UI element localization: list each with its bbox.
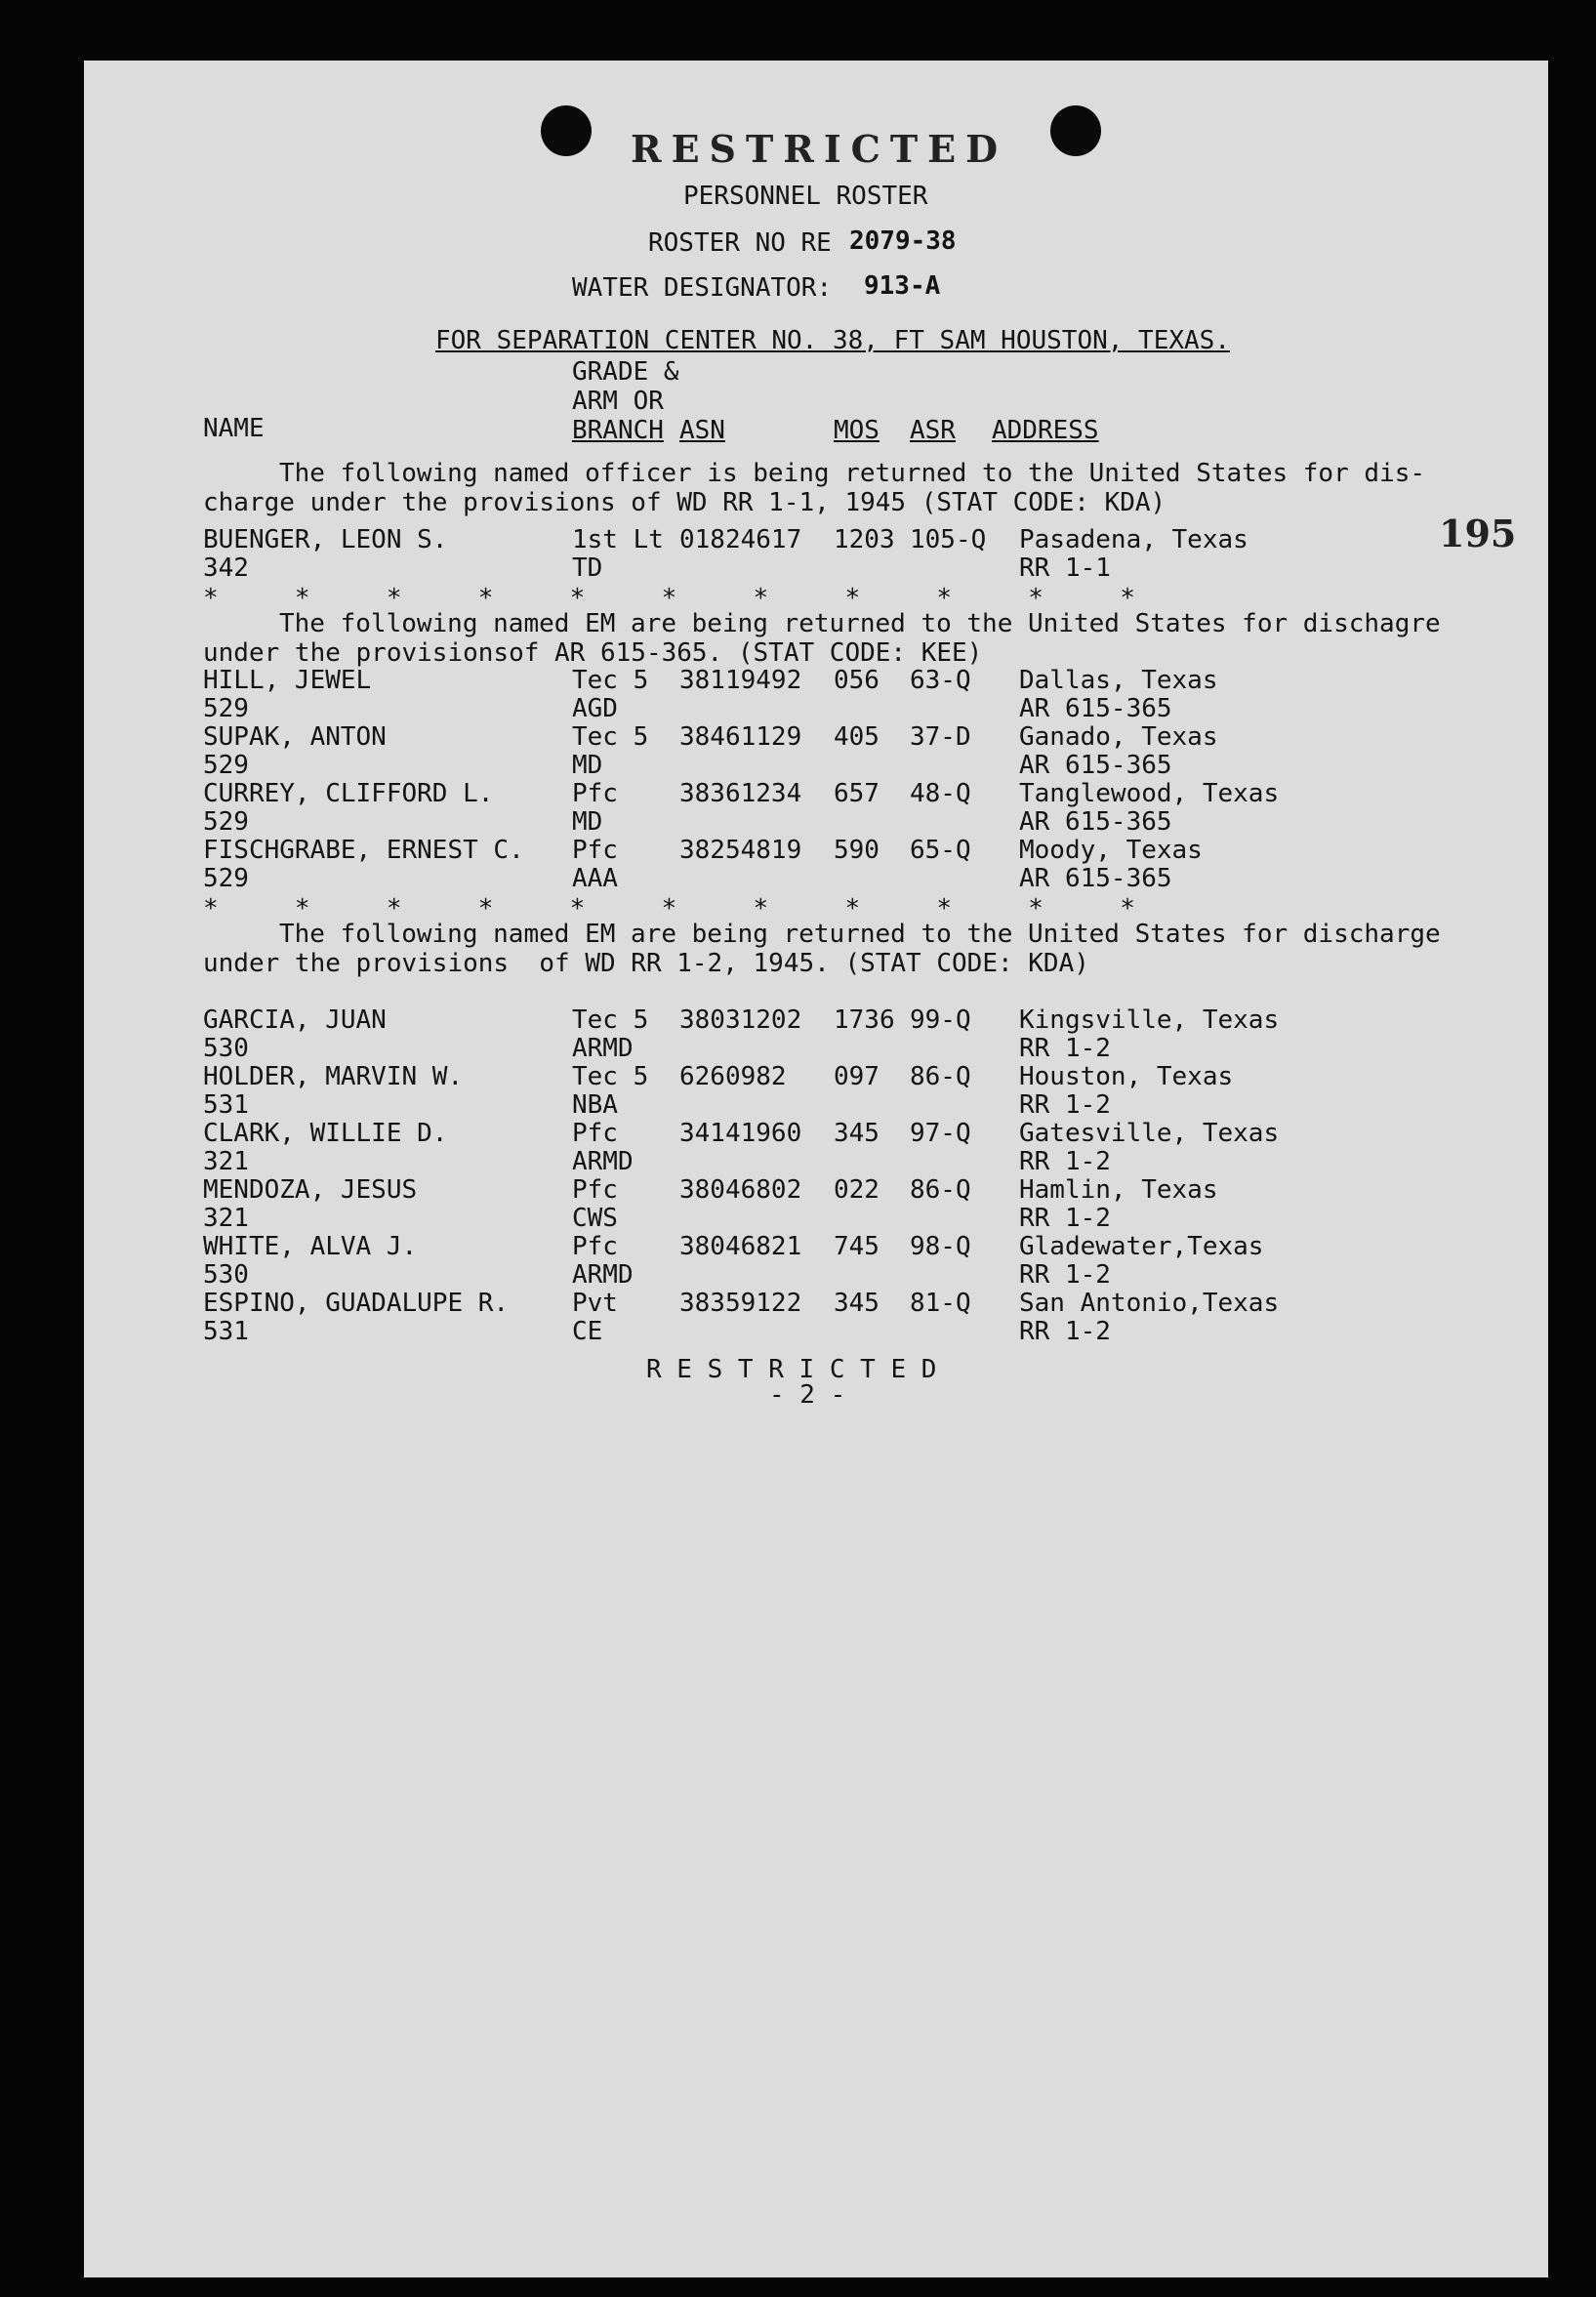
- water-designator-label: WATER DESIGNATOR:: [572, 273, 833, 303]
- roster-mos: 745: [834, 1232, 880, 1261]
- section2-intro-line2: under the provisionsof AR 615-365. (STAT CODE: KEE): [203, 638, 983, 668]
- classification-footer: R E S T R I C T E D: [646, 1355, 937, 1384]
- roster-asn: 38461129: [679, 722, 802, 752]
- roster-name: CLARK, WILLIE D.: [203, 1119, 448, 1148]
- roster-mos: 022: [834, 1175, 880, 1205]
- roster-name: WHITE, ALVA J.: [203, 1232, 418, 1261]
- roster-asr: 105-Q: [910, 525, 987, 554]
- roster-address: Tanglewood, Texas: [1019, 779, 1280, 808]
- roster-name: GARCIA, JUAN: [203, 1005, 387, 1035]
- roster-reference: AR 615-365: [1019, 807, 1172, 837]
- roster-address: Gatesville, Texas: [1019, 1119, 1280, 1148]
- roster-code: 321: [203, 1147, 249, 1176]
- roster-number-value: 2079-38: [849, 226, 957, 256]
- roster-mos: 1203: [834, 525, 895, 554]
- roster-grade: Pfc: [572, 1119, 618, 1148]
- roster-code: 529: [203, 751, 249, 780]
- page-stamp-number: 195: [1439, 512, 1517, 555]
- section3-intro-line2: under the provisions of WD RR 1-2, 1945. (STAT CODE: KDA): [203, 949, 1089, 978]
- roster-asr: 99-Q: [910, 1005, 971, 1035]
- roster-grade: Tec 5: [572, 666, 649, 695]
- roster-address: Houston, Texas: [1019, 1062, 1234, 1091]
- roster-reference: RR 1-2: [1019, 1317, 1111, 1346]
- roster-address: Gladewater,Texas: [1019, 1232, 1264, 1261]
- roster-name: CURREY, CLIFFORD L.: [203, 779, 494, 808]
- roster-branch: AAA: [572, 864, 618, 893]
- roster-branch: CE: [572, 1317, 603, 1346]
- section1-intro-line1: The following named officer is being returned to the United States for dis-: [279, 459, 1425, 488]
- roster-branch: MD: [572, 751, 603, 780]
- roster-code: 342: [203, 554, 249, 583]
- roster-asn: 38119492: [679, 666, 802, 695]
- column-grade-line2: ARM OR: [572, 387, 664, 416]
- roster-mos: 405: [834, 722, 880, 752]
- roster-reference: AR 615-365: [1019, 694, 1172, 723]
- roster-address: Moody, Texas: [1019, 836, 1203, 865]
- roster-number-label: ROSTER NO RE: [648, 228, 832, 258]
- document-page: [84, 61, 1548, 2277]
- roster-reference: RR 1-2: [1019, 1204, 1111, 1233]
- roster-mos: 1736: [834, 1005, 895, 1035]
- roster-grade: Tec 5: [572, 722, 649, 752]
- roster-asr: 63-Q: [910, 666, 971, 695]
- roster-code: 531: [203, 1090, 249, 1120]
- roster-grade: Tec 5: [572, 1062, 649, 1091]
- roster-reference: RR 1-2: [1019, 1090, 1111, 1120]
- roster-code: 530: [203, 1034, 249, 1063]
- section1-intro-line2: charge under the provisions of WD RR 1-1, 1945 (STAT CODE: KDA): [203, 488, 1166, 517]
- roster-asn: 01824617: [679, 525, 802, 554]
- roster-mos: 345: [834, 1119, 880, 1148]
- separation-center-line: FOR SEPARATION CENTER NO. 38, FT SAM HOUSTON, TEXAS.: [435, 326, 1230, 355]
- roster-reference: RR 1-2: [1019, 1034, 1111, 1063]
- roster-grade: Pvt: [572, 1289, 618, 1318]
- roster-branch: ARMD: [572, 1034, 634, 1063]
- column-mos: MOS: [834, 416, 880, 445]
- roster-code: 321: [203, 1204, 249, 1233]
- column-asn: ASN: [679, 416, 725, 445]
- roster-code: 529: [203, 864, 249, 893]
- roster-reference: RR 1-2: [1019, 1147, 1111, 1176]
- column-address: ADDRESS: [992, 416, 1099, 445]
- roster-code: 529: [203, 694, 249, 723]
- roster-name: HOLDER, MARVIN W.: [203, 1062, 464, 1091]
- roster-asn: 6260982: [679, 1062, 787, 1091]
- roster-asn: 38031202: [679, 1005, 802, 1035]
- roster-reference: AR 615-365: [1019, 864, 1172, 893]
- roster-branch: CWS: [572, 1204, 618, 1233]
- roster-branch: ARMD: [572, 1147, 634, 1176]
- column-grade-line3: BRANCH: [572, 416, 664, 445]
- roster-asr: 86-Q: [910, 1175, 971, 1205]
- roster-address: Ganado, Texas: [1019, 722, 1218, 752]
- roster-code: 529: [203, 807, 249, 837]
- roster-asn: 38046802: [679, 1175, 802, 1205]
- page-number: - 2 -: [769, 1380, 846, 1410]
- roster-address: Kingsville, Texas: [1019, 1005, 1280, 1035]
- roster-grade: Pfc: [572, 1175, 618, 1205]
- roster-asn: 34141960: [679, 1119, 802, 1148]
- roster-asr: 98-Q: [910, 1232, 971, 1261]
- roster-code: 530: [203, 1260, 249, 1290]
- roster-name: ESPINO, GUADALUPE R.: [203, 1289, 510, 1318]
- roster-mos: 657: [834, 779, 880, 808]
- roster-address: San Antonio,Texas: [1019, 1289, 1280, 1318]
- roster-name: HILL, JEWEL: [203, 666, 372, 695]
- roster-branch: NBA: [572, 1090, 618, 1120]
- water-designator-value: 913-A: [864, 271, 941, 301]
- roster-asn: 38046821: [679, 1232, 802, 1261]
- column-asr: ASR: [910, 416, 956, 445]
- roster-asr: 81-Q: [910, 1289, 971, 1318]
- roster-asr: 97-Q: [910, 1119, 971, 1148]
- roster-asr: 48-Q: [910, 779, 971, 808]
- roster-name: MENDOZA, JESUS: [203, 1175, 418, 1205]
- roster-reference: RR 1-1: [1019, 554, 1111, 583]
- roster-mos: 056: [834, 666, 880, 695]
- roster-branch: AGD: [572, 694, 618, 723]
- punch-hole-right: [1050, 105, 1101, 156]
- column-name: NAME: [203, 414, 265, 443]
- roster-code: 531: [203, 1317, 249, 1346]
- roster-address: Pasadena, Texas: [1019, 525, 1248, 554]
- roster-grade: Pfc: [572, 779, 618, 808]
- section2-intro-line1: The following named EM are being returned to the United States for dischagre: [279, 609, 1441, 638]
- roster-address: Dallas, Texas: [1019, 666, 1218, 695]
- roster-grade: Pfc: [572, 836, 618, 865]
- roster-name: FISCHGRABE, ERNEST C.: [203, 836, 524, 865]
- roster-reference: AR 615-365: [1019, 751, 1172, 780]
- roster-name: BUENGER, LEON S.: [203, 525, 448, 554]
- roster-mos: 097: [834, 1062, 880, 1091]
- roster-asn: 38254819: [679, 836, 802, 865]
- punch-hole-left: [541, 105, 592, 156]
- roster-branch: ARMD: [572, 1260, 634, 1290]
- roster-asn: 38359122: [679, 1289, 802, 1318]
- roster-name: SUPAK, ANTON: [203, 722, 387, 752]
- roster-asr: 86-Q: [910, 1062, 971, 1091]
- divider-stars-1: * * * * * * * * * * *: [203, 584, 1135, 613]
- roster-asn: 38361234: [679, 779, 802, 808]
- roster-address: Hamlin, Texas: [1019, 1175, 1218, 1205]
- section3-intro-line1: The following named EM are being returned to the United States for discharge: [279, 920, 1441, 949]
- column-grade-line1: GRADE &: [572, 357, 679, 387]
- roster-asr: 37-D: [910, 722, 971, 752]
- classification-header: RESTRICTED: [631, 127, 1008, 171]
- roster-grade: Tec 5: [572, 1005, 649, 1035]
- roster-branch: TD: [572, 554, 603, 583]
- roster-branch: MD: [572, 807, 603, 837]
- roster-asr: 65-Q: [910, 836, 971, 865]
- roster-title: PERSONNEL ROSTER: [683, 182, 928, 211]
- roster-reference: RR 1-2: [1019, 1260, 1111, 1290]
- roster-mos: 590: [834, 836, 880, 865]
- roster-grade: Pfc: [572, 1232, 618, 1261]
- divider-stars-2: * * * * * * * * * * *: [203, 894, 1135, 923]
- roster-mos: 345: [834, 1289, 880, 1318]
- roster-grade: 1st Lt: [572, 525, 664, 554]
